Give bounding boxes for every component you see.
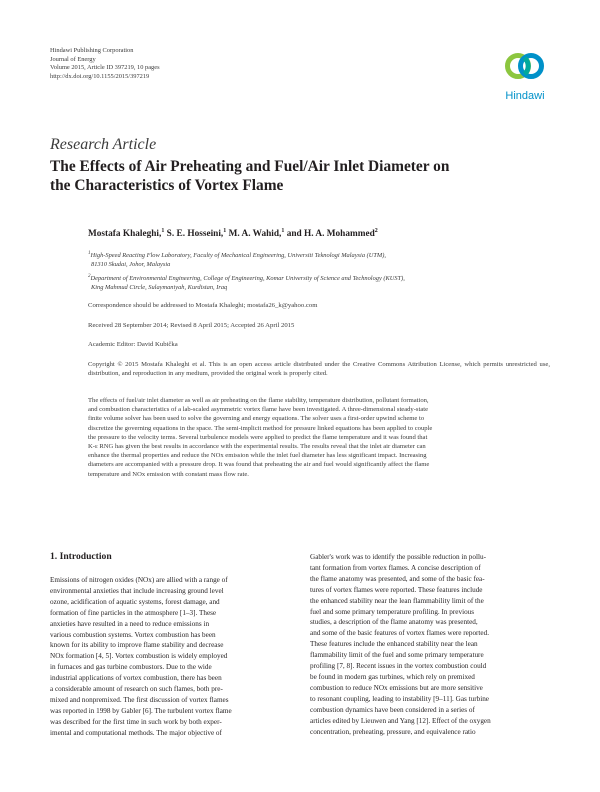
logo-wordmark: Hindawi (505, 90, 545, 102)
abstract-line: diameters are accompanied with a pressure drop. It was found that preheating the air and fuel would significantly affect the flame (88, 461, 430, 469)
body-line: tant formation from vortex flames. A concise description of (310, 563, 481, 572)
affiliation-line: High-Speed Reacting Flow Laboratory, Faculty of Mechanical Engineering, Universiti Teknologi Malaysia (UTM), (90, 252, 386, 260)
abstract-line: finite volume solver has been used to solve the governing and energy equations. The solver uses a first-order upwind scheme to (88, 415, 425, 423)
volume-info: Volume 2015, Article ID 397219, 10 pages (50, 64, 160, 72)
abstract-line: The effects of fuel/air inlet diameter as well as air preheating on the flame stability, temperature distribution, pollutant formation, (88, 397, 429, 404)
body-line: NOx formation [4, 5]. Vortex combustion is widely employed (50, 652, 228, 661)
affiliation-line: Department of Environmental Engineering, College of Engineering, Komar University of Science and Technology (KUST), (90, 275, 405, 283)
body-line: combustion dynamics have been considered in a series of (310, 705, 475, 714)
abstract-line: discretize the governing equations in the space. The semi-implicit method for pressure linked equations has been applied to couple (88, 424, 433, 432)
body-line: to resonant coupling, leading to instability [9–11]. Gas turbine (310, 694, 489, 703)
body-line: These features include the enhanced stability near the lean (310, 640, 478, 649)
author-affil-sup: 2 (374, 228, 378, 234)
body-line: industrial applications of vortex combustion, there has been (50, 674, 222, 683)
affiliation-line: 81310 Skudai, Johor, Malaysia (91, 260, 171, 268)
hindawi-logo (500, 46, 550, 104)
body-line: was reported in 1998 by Gabler [6]. The turbulent vortex flame (50, 706, 232, 715)
abstract-line: temperature and NOx emission with constant mass flow rate. (88, 470, 249, 478)
body-line: ozone, acidification of aquatic systems, forest damage, and (50, 597, 220, 606)
title-line: the Characteristics of Vortex Flame (50, 176, 284, 194)
body-line: profiling [7, 8]. Recent issues in the vortex combustion could (310, 662, 487, 671)
submission-dates: Received 28 September 2014; Revised 8 April 2015; Accepted 26 April 2015 (88, 322, 295, 329)
journal-header (50, 47, 160, 81)
abstract-line: K-ε RNG has given the best results in accordance with the experimental results. The results reveal that the inlet air diameter can (88, 443, 426, 451)
publisher-name: Hindawi Publishing Corporation (50, 47, 134, 54)
affiliation-sup: 1 (88, 251, 91, 256)
abstract-line: the pressure to the velocity terms. Several turbulence models were applied to predict the flame temperature and it was found that (88, 433, 428, 441)
body-line: tures of vortex flames were reported. These features include (310, 585, 483, 594)
abstract (88, 396, 550, 479)
body-line: various combustion systems. Vortex combustion has been (50, 630, 216, 639)
affiliation (88, 273, 405, 292)
body-line: be found in modern gas turbines, which rely on premixed (310, 672, 475, 681)
academic-editor: Academic Editor: David Kubička (88, 341, 178, 348)
body-line: imental and computational methods. The major objective of (50, 728, 222, 737)
body-line: articles edited by Lieuwen and Yang [12]. Effect of the oxygen (310, 716, 491, 725)
copyright-notice: Copyright © 2015 Mostafa Khaleghi et al. This is an open access article distributed under the Creative Commons Attribution License, which permits unrestricted use, distribution, and reproduction in any medium, provided the original work is properly cited. (88, 361, 550, 378)
body-line: the flame anatomy was presented, and some of the basic fea- (310, 574, 485, 583)
body-line: environmental anxieties that include increasing ground level (50, 586, 224, 595)
body-line: Emissions of nitrogen oxides (NOx) are allied with a range of (50, 576, 228, 584)
author-name: and H. A. Mohammed (286, 229, 375, 240)
body-line: combustion to reduce NOx emissions but are more sensitive (310, 683, 483, 692)
body-line: was described for the first time in such work by both exper- (50, 717, 222, 726)
body-line: in furnaces and gas turbine combustors. Due to the wide (50, 663, 212, 672)
affiliation-sup: 2 (88, 274, 91, 279)
paper-title (50, 158, 540, 195)
article-type: Research Article (50, 136, 157, 153)
body-line: the enhanced stability near the lean flammability limit of the (310, 596, 484, 605)
doi-link[interactable]: http://dx.doi.org/10.1155/2015/397219 (50, 72, 150, 80)
author-affil-sup: 1 (161, 228, 165, 234)
body-line: mixed and nonpremixed. The first discussion of vortex flames (50, 695, 229, 704)
affiliation (88, 250, 386, 269)
affiliation-line: King Mahmud Circle, Sulaymaniyah, Kurdistan, Iraq (91, 283, 228, 291)
body-line: concentration, preheating, pressure, and equivalence ratio (310, 727, 476, 736)
body-line: a considerable amount of research on such flames, both pre- (50, 685, 223, 694)
body-line: flammability limit of the fuel and some primary temperature (310, 651, 484, 660)
correspondence: Correspondence should be addressed to Mostafa Khaleghi; mostafa26_k@yahoo.com (88, 302, 318, 309)
body-line: studies, a description of the flame anatomy was presented, (310, 618, 478, 627)
abstract-line: and combustion characteristics of a lab-scaled asymmetric vortex flame have been investigated. A three-dimensional steady-state (88, 406, 429, 414)
abstract-line: enhance the thermal properties and reduce the NOx emission while the inlet fuel diameter has less significant impact. Increasing (88, 452, 427, 460)
hindawi-logo-icon (500, 46, 550, 104)
author-name: M. A. Wahid, (228, 229, 282, 240)
body-line: anxieties have resulted in a need to reduce emissions in (50, 619, 210, 628)
journal-name: Journal of Energy (50, 55, 96, 63)
body-line: formation of fine particles in the atmosphere [1–3]. These (50, 608, 217, 617)
body-line: and some of the basic features of vortex flames were reported. (310, 629, 490, 638)
author-name: Mostafa Khaleghi, (88, 229, 162, 240)
body-line: known for its ability to improve flame stability and decrease (50, 641, 224, 650)
author-affil-sup: 1 (223, 228, 227, 234)
body-line: Gabler's work was to identify the possible reduction in pollu- (310, 553, 486, 561)
title-line: The Effects of Air Preheating and Fuel/Air Inlet Diameter on (50, 158, 450, 175)
body-column-left (50, 575, 290, 739)
author-affil-sup: 1 (281, 228, 285, 234)
body-column-right (310, 552, 550, 737)
section-heading-introduction: 1. Introduction (50, 551, 112, 562)
author-name: S. E. Hosseini, (166, 229, 224, 240)
author-list (88, 228, 378, 239)
body-line: fuel and some primary temperature profiling. In previous (310, 607, 475, 616)
